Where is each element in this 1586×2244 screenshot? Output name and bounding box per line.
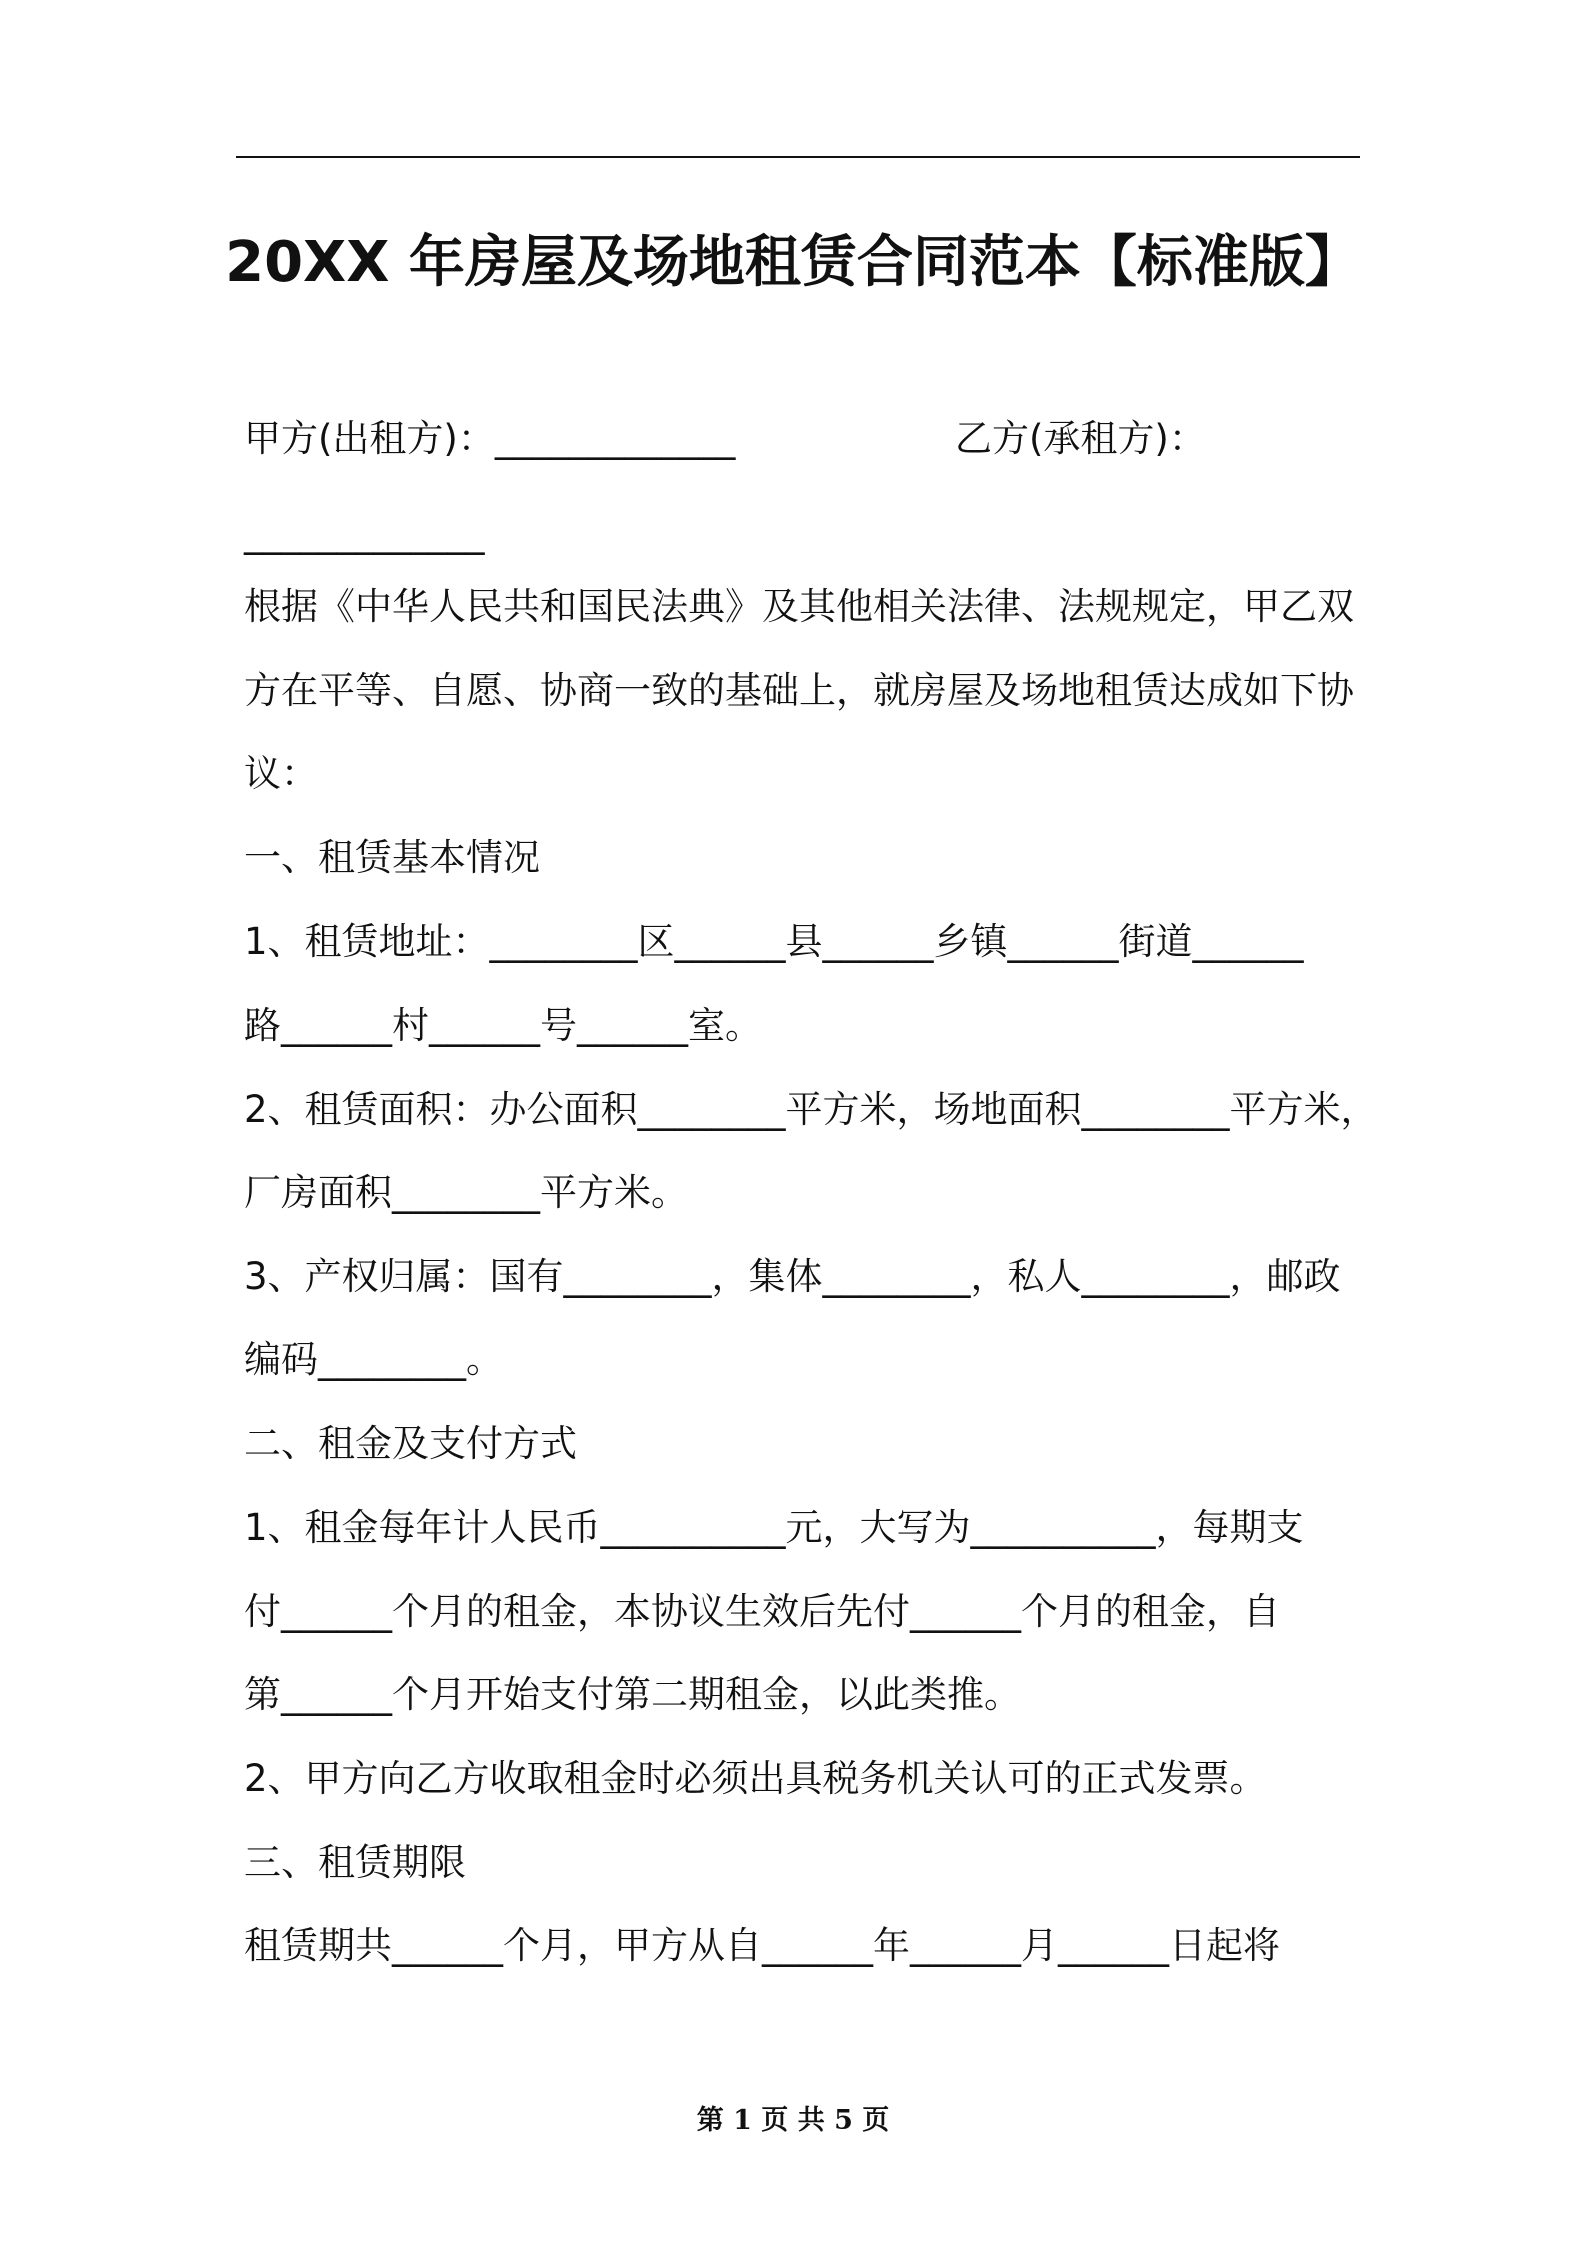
page-footer: 第 1 页 共 5 页 — [696, 2105, 890, 2136]
party-a-line: 甲方(出租方)：_____________ — [244, 417, 736, 460]
party-b-label: 乙方(承租方)： — [955, 417, 1206, 460]
section-heading: 三、租赁期限 — [244, 1841, 466, 1884]
section-heading: 二、租金及支付方式 — [244, 1422, 577, 1465]
body-line: 1、租赁地址：________区______县______乡镇______街道______ — [244, 920, 1304, 963]
party-b-blank: _____________ — [244, 512, 485, 555]
body-line: 编码________。 — [244, 1338, 503, 1381]
section-heading: 一、租赁基本情况 — [244, 836, 540, 879]
body-line: 1、租金每年计人民币__________元，大写为__________，每期支 — [244, 1506, 1304, 1549]
body-line: 厂房面积________平方米。 — [244, 1171, 688, 1214]
body-line: 方在平等、自愿、协商一致的基础上，就房屋及场地租赁达成如下协 — [244, 669, 1354, 712]
body-line: 根据《中华人民共和国民法典》及其他相关法律、法规规定，甲乙双 — [244, 585, 1354, 628]
body-line: 租赁期共______个月，甲方从自______年______月______日起将 — [244, 1924, 1280, 1967]
body-line: 第______个月开始支付第二期租金，以此类推。 — [244, 1673, 1021, 1716]
body-line: 2、甲方向乙方收取租金时必须出具税务机关认可的正式发票。 — [244, 1757, 1267, 1800]
body-line: 付______个月的租金，本协议生效后先付______个月的租金，自 — [244, 1590, 1280, 1633]
document-title: 20XX 年房屋及场地租赁合同范本【标准版】 — [225, 230, 1361, 295]
body-line: 议： — [244, 752, 318, 795]
body-line: 2、租赁面积：办公面积________平方米，场地面积________平方米， — [244, 1088, 1378, 1131]
header-rule — [236, 156, 1360, 158]
body-line: 3、产权归属：国有________，集体________，私人________，邮政 — [244, 1255, 1341, 1298]
body-line: 路______村______号______室。 — [244, 1004, 762, 1047]
